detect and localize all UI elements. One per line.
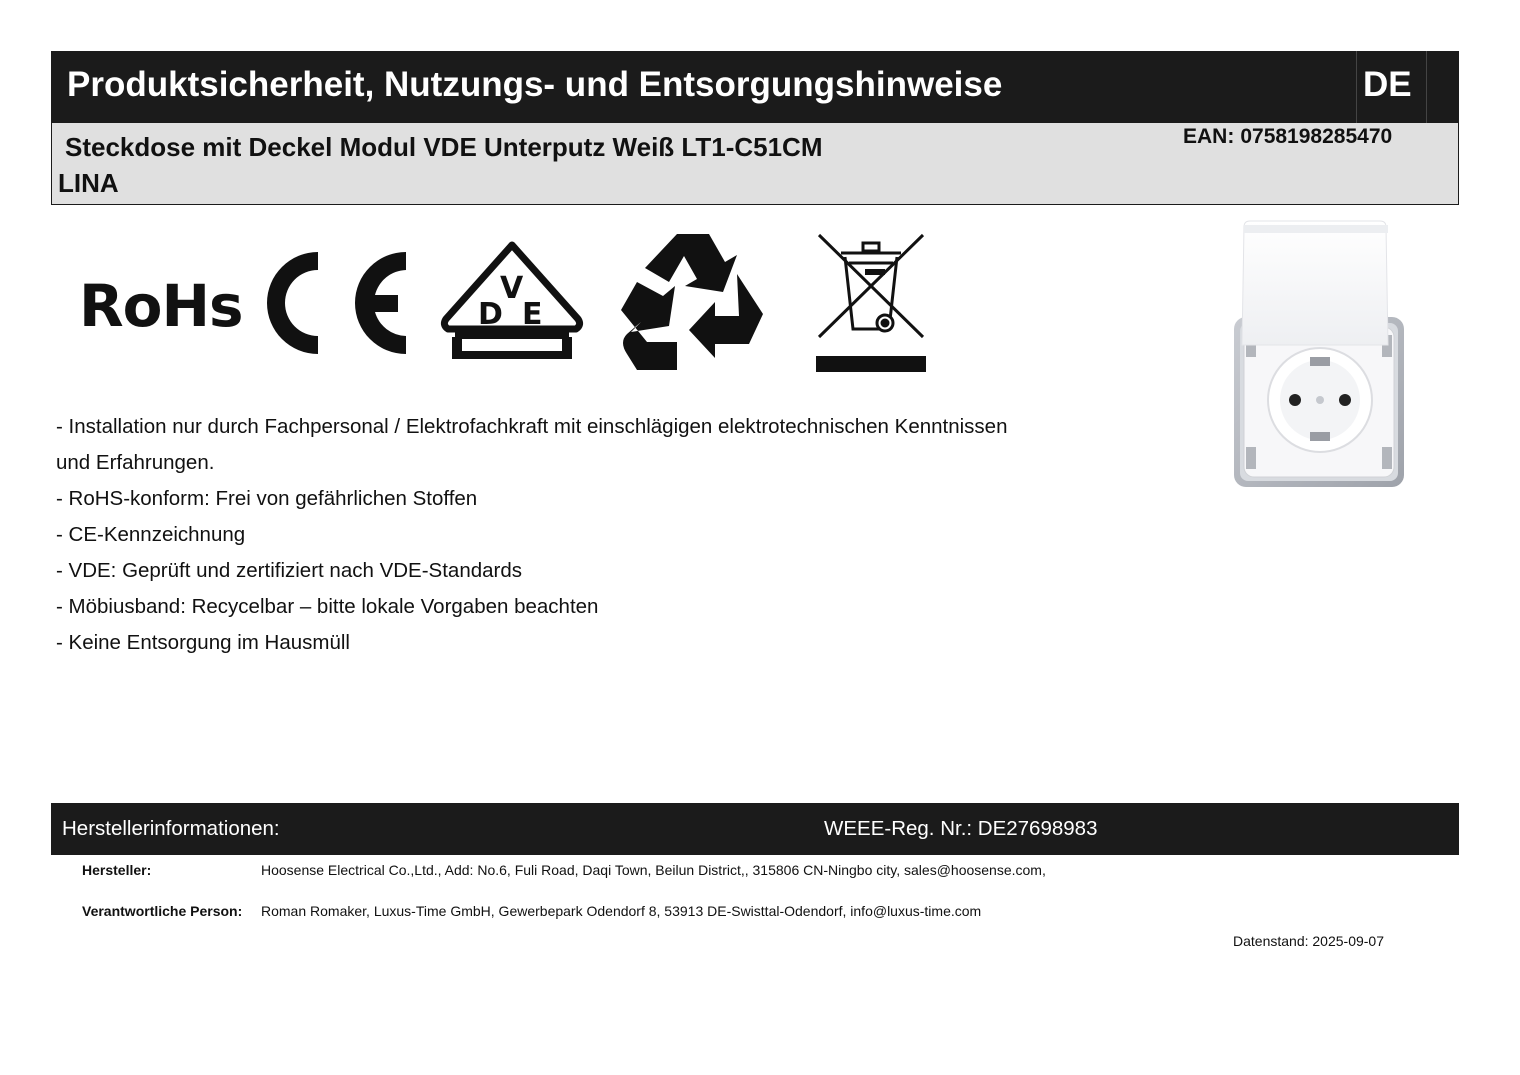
responsible-label: Verantwortliche Person: xyxy=(82,903,243,919)
manufacturer-label: Hersteller: xyxy=(82,862,152,878)
list-item: - Installation nur durch Fachpersonal / Elektrofachkraft mit einschlägigen elektrotechnischen Kenntnissen xyxy=(56,415,1008,438)
weee-registration: WEEE-Reg. Nr.: DE27698983 xyxy=(824,817,1098,840)
recycle-icon xyxy=(617,230,767,376)
product-name xyxy=(58,129,918,201)
list-item: - CE-Kennzeichnung xyxy=(56,523,246,546)
footer-bar xyxy=(51,803,1459,855)
data-date: Datenstand: 2025-09-07 xyxy=(1233,933,1384,949)
responsible-value: Roman Romaker, Luxus-Time GmbH, Gewerbepark Odendorf 8, 53913 DE-Swisttal-Odendorf, info@luxus-time.com xyxy=(261,903,982,919)
list-item: - RoHS-konform: Frei von gefährlichen Stoffen xyxy=(56,487,478,510)
ean-label: EAN: xyxy=(1183,125,1235,148)
list-item: - VDE: Geprüft und zertifiziert nach VDE-Standards xyxy=(56,559,523,582)
vde-letter-d: D xyxy=(478,297,503,332)
language-box xyxy=(1356,51,1427,123)
ce-mark-icon xyxy=(258,250,408,356)
list-item: und Erfahrungen. xyxy=(56,451,215,474)
ean xyxy=(1183,125,1392,149)
vde-letter-e: E xyxy=(522,297,543,332)
list-item: - Keine Entsorgung im Hausmüll xyxy=(56,631,350,654)
product-name-line1: Steckdose mit Deckel Modul VDE Unterputz Weiß LT1-C51CM xyxy=(65,132,823,162)
vde-mark-icon xyxy=(440,241,584,363)
product-name-line2: LINA xyxy=(58,168,119,198)
vde-letter-v: V xyxy=(500,271,524,306)
list-item: - Möbiusband: Recycelbar – bitte lokale Vorgaben beachten xyxy=(56,595,599,618)
page-title: Produktsicherheit, Nutzungs- und Entsorgungshinweise xyxy=(67,65,1003,104)
product-image xyxy=(1230,217,1410,492)
ean-value: 0758198285470 xyxy=(1240,125,1393,148)
manufacturer-value: Hoosense Electrical Co.,Ltd., Add: No.6, Fuli Road, Daqi Town, Beilun District,, 315806 CN-Ningbo city, sales@hoosense.com, xyxy=(261,862,1046,878)
rohs-logo: RoHs xyxy=(79,272,243,340)
instruction-list xyxy=(56,409,1096,661)
manufacturer-heading: Herstellerinformationen: xyxy=(62,817,280,840)
crossed-bin-icon xyxy=(815,233,927,373)
product-bar xyxy=(51,123,1459,205)
language-label: DE xyxy=(1363,65,1412,104)
title-bar xyxy=(51,51,1459,123)
